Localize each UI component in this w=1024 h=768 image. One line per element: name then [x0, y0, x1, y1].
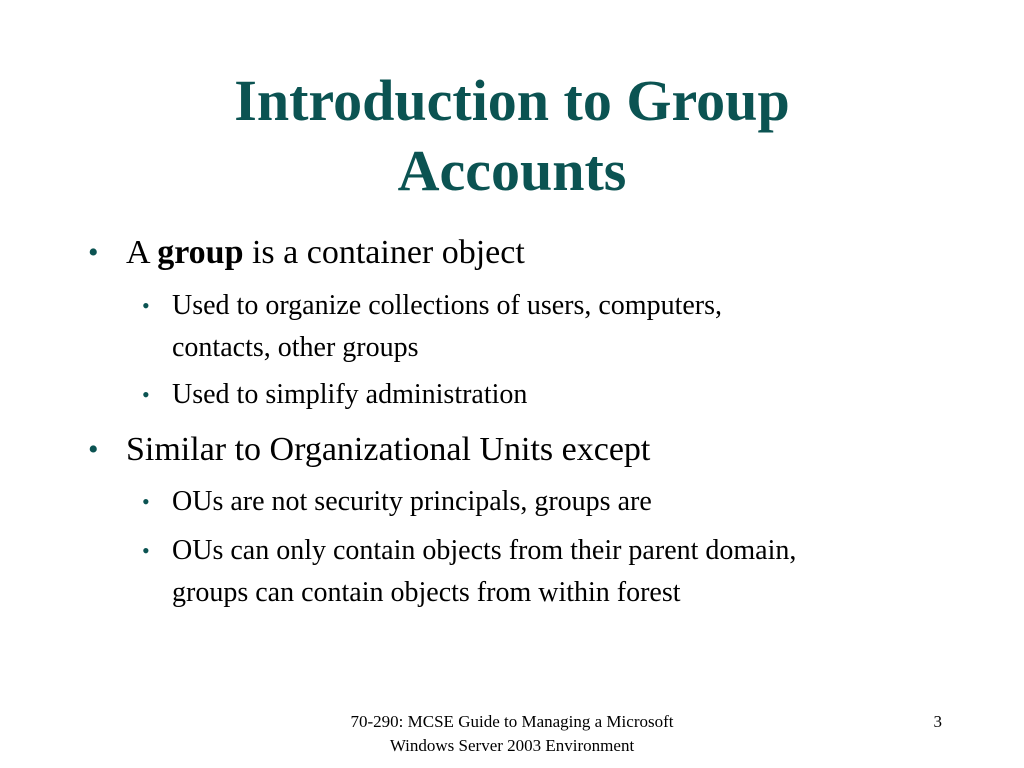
bullet-text-bold: group [157, 234, 244, 271]
bullet-icon: • [88, 433, 99, 466]
bullet-icon: • [142, 382, 150, 407]
sub-bullet-text: Used to simplify administration [172, 379, 528, 410]
sub-bullet-text: OUs can only contain objects from their parent domain, [172, 535, 797, 566]
bullet-text-suffix: is a container object [243, 234, 525, 271]
bullet-icon: • [142, 293, 150, 318]
sub-bullet-text-continued: contacts, other groups [172, 332, 419, 363]
slide-title-line-1: Introduction to Group [234, 68, 790, 133]
footer-line-1: 70-290: MCSE Guide to Managing a Microsoft [350, 712, 674, 731]
sub-bullet-text: Used to organize collections of users, computers, [172, 290, 723, 321]
bullet-icon: • [142, 538, 150, 563]
slide-title-line-2: Accounts [397, 138, 627, 203]
sub-bullet-item [142, 374, 528, 416]
sub-bullet-item [142, 481, 652, 523]
slide-title [0, 66, 1024, 206]
sub-bullet-text-continued: groups can contain objects from within forest [172, 577, 681, 608]
bullet-item [88, 233, 525, 273]
slide-footer [262, 710, 762, 758]
bullet-icon: • [88, 236, 99, 269]
sub-bullet-item [142, 285, 723, 369]
footer-line-2: Windows Server 2003 Environment [389, 736, 635, 755]
bullet-item [88, 430, 651, 470]
bullet-text-prefix: A [126, 234, 158, 271]
page-number: 3 [933, 712, 942, 731]
bullet-text: Similar to Organizational Units except [126, 431, 651, 468]
sub-bullet-item [142, 530, 797, 614]
bullet-icon: • [142, 489, 150, 514]
sub-bullet-text: OUs are not security principals, groups are [172, 486, 652, 517]
